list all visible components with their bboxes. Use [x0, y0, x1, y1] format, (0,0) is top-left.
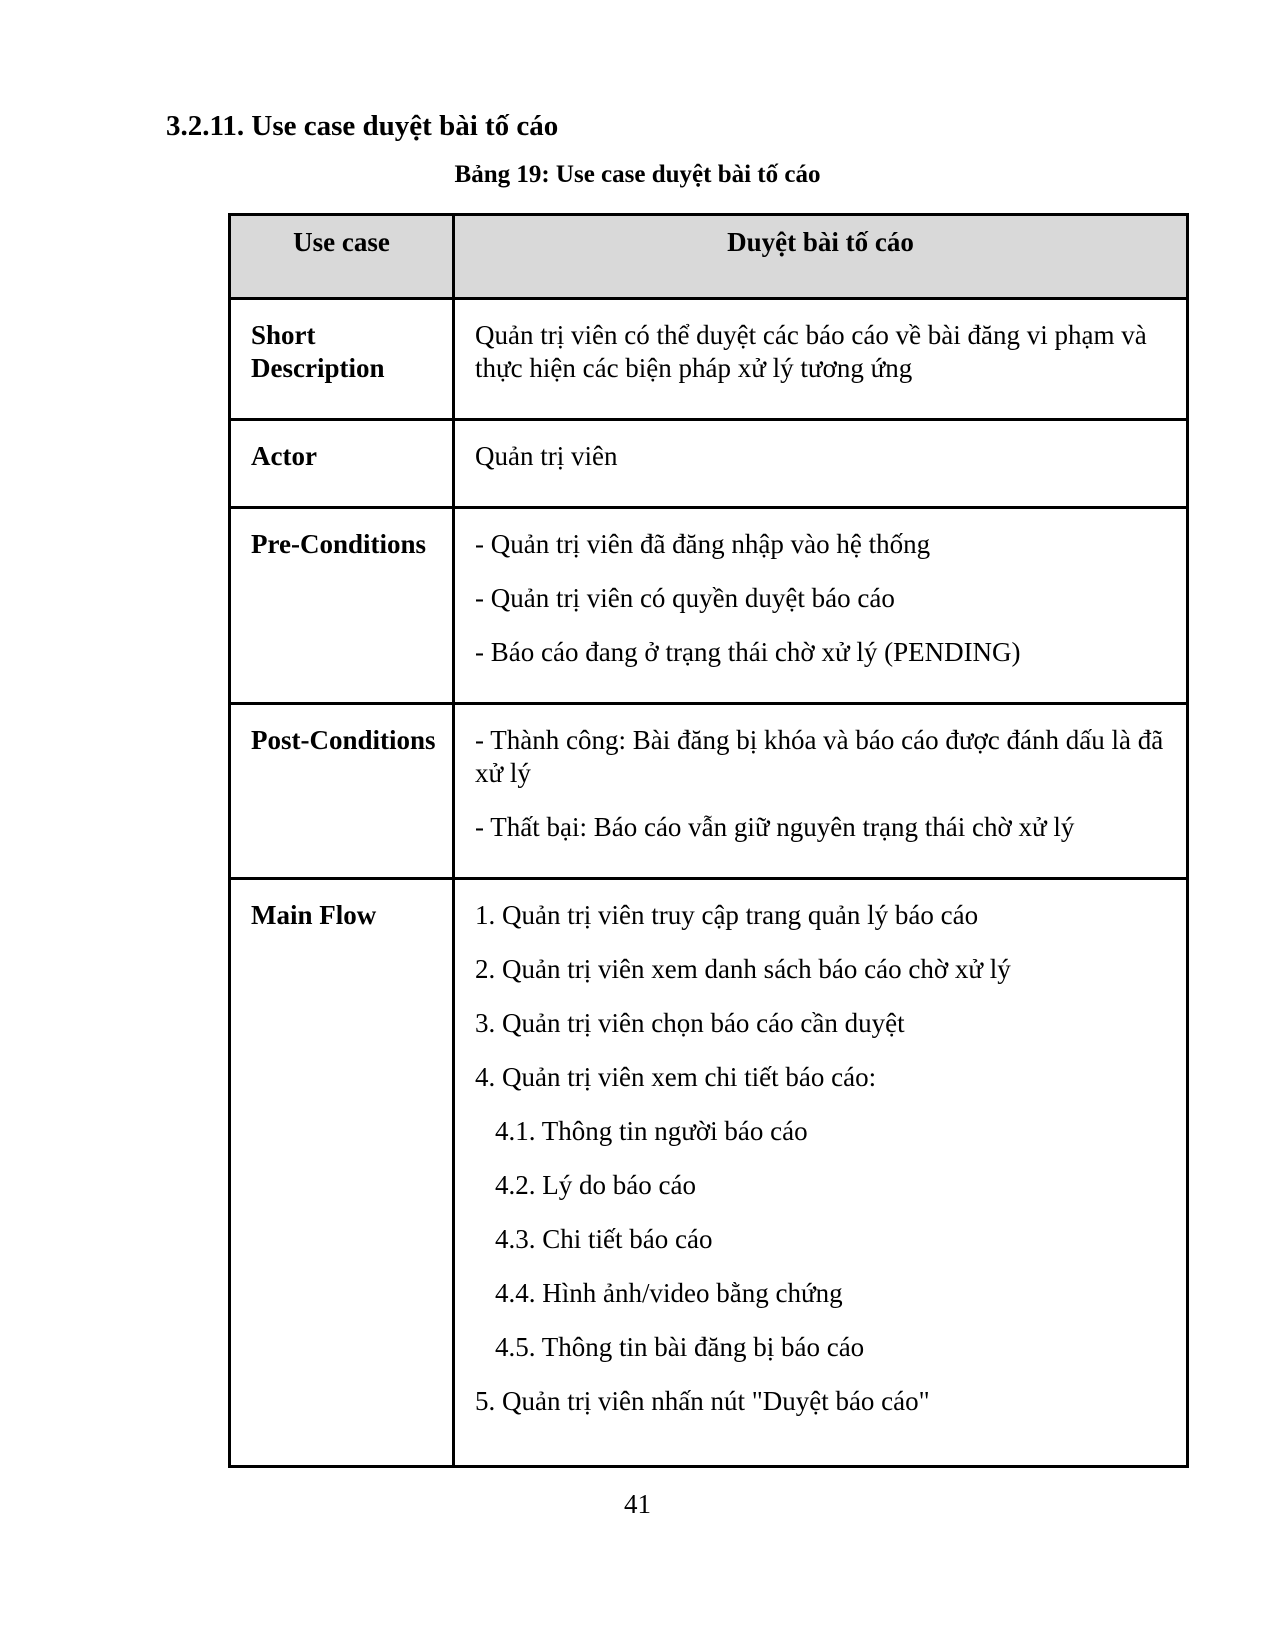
content-paragraph: 4.2. Lý do báo cáo	[495, 1170, 696, 1200]
use-case-table	[228, 213, 1189, 1468]
row-content	[454, 299, 1188, 420]
row-label	[230, 879, 454, 1467]
content-paragraph: - Quản trị viên có quyền duyệt báo cáo	[475, 583, 895, 613]
row-label-text: Post-Conditions	[251, 725, 436, 755]
content-paragraph: 5. Quản trị viên nhấn nút "Duyệt báo cáo"	[475, 1386, 930, 1416]
table-row	[230, 508, 1188, 704]
row-content	[454, 704, 1188, 879]
row-label-text: Actor	[251, 441, 317, 471]
table-header-use-case: Use case	[230, 215, 454, 299]
row-label-text: Pre-Conditions	[251, 529, 427, 559]
content-paragraph: 4.1. Thông tin người báo cáo	[495, 1116, 808, 1146]
table-header-row	[230, 215, 1188, 299]
table-row	[230, 879, 1188, 1467]
row-label	[230, 299, 454, 420]
table-row	[230, 299, 1188, 420]
row-content	[454, 879, 1188, 1467]
page-number: 41	[624, 1489, 651, 1519]
content-paragraph: 3. Quản trị viên chọn báo cáo cần duyệt	[475, 1008, 905, 1038]
content-paragraph: 4.3. Chi tiết báo cáo	[495, 1224, 713, 1254]
row-label	[230, 704, 454, 879]
content-paragraph: - Thành công: Bài đăng bị khóa và báo cáo được đánh dấu là đã xử lý	[475, 725, 1164, 788]
content-paragraph: 2. Quản trị viên xem danh sách báo cáo chờ xử lý	[475, 954, 1011, 984]
content-paragraph: 1. Quản trị viên truy cập trang quản lý báo cáo	[475, 900, 979, 930]
row-label-text: Main Flow	[251, 900, 377, 930]
row-content	[454, 508, 1188, 704]
row-label	[230, 508, 454, 704]
content-paragraph: - Báo cáo đang ở trạng thái chờ xử lý (PENDING)	[475, 637, 1021, 667]
row-label-text: Short Description	[251, 320, 385, 383]
table-header-use-case-title: Duyệt bài tố cáo	[454, 215, 1188, 299]
content-paragraph: Quản trị viên có thể duyệt các báo cáo về bài đăng vi phạm và thực hiện các biện pháp xử lý tương ứng	[475, 320, 1147, 383]
table-caption: Bảng 19: Use case duyệt bài tố cáo	[454, 161, 821, 188]
content-paragraph: 4. Quản trị viên xem chi tiết báo cáo:	[475, 1062, 877, 1092]
content-paragraph: - Thất bại: Báo cáo vẫn giữ nguyên trạng thái chờ xử lý	[475, 812, 1075, 842]
table-row	[230, 704, 1188, 879]
row-content	[454, 420, 1188, 508]
content-paragraph: Quản trị viên	[475, 441, 618, 471]
content-paragraph: - Quản trị viên đã đăng nhập vào hệ thống	[475, 529, 931, 559]
table-row	[230, 420, 1188, 508]
section-heading: 3.2.11. Use case duyệt bài tố cáo	[166, 110, 559, 142]
row-label	[230, 420, 454, 508]
content-paragraph: 4.5. Thông tin bài đăng bị báo cáo	[495, 1332, 865, 1362]
content-paragraph: 4.4. Hình ảnh/video bằng chứng	[495, 1278, 843, 1308]
